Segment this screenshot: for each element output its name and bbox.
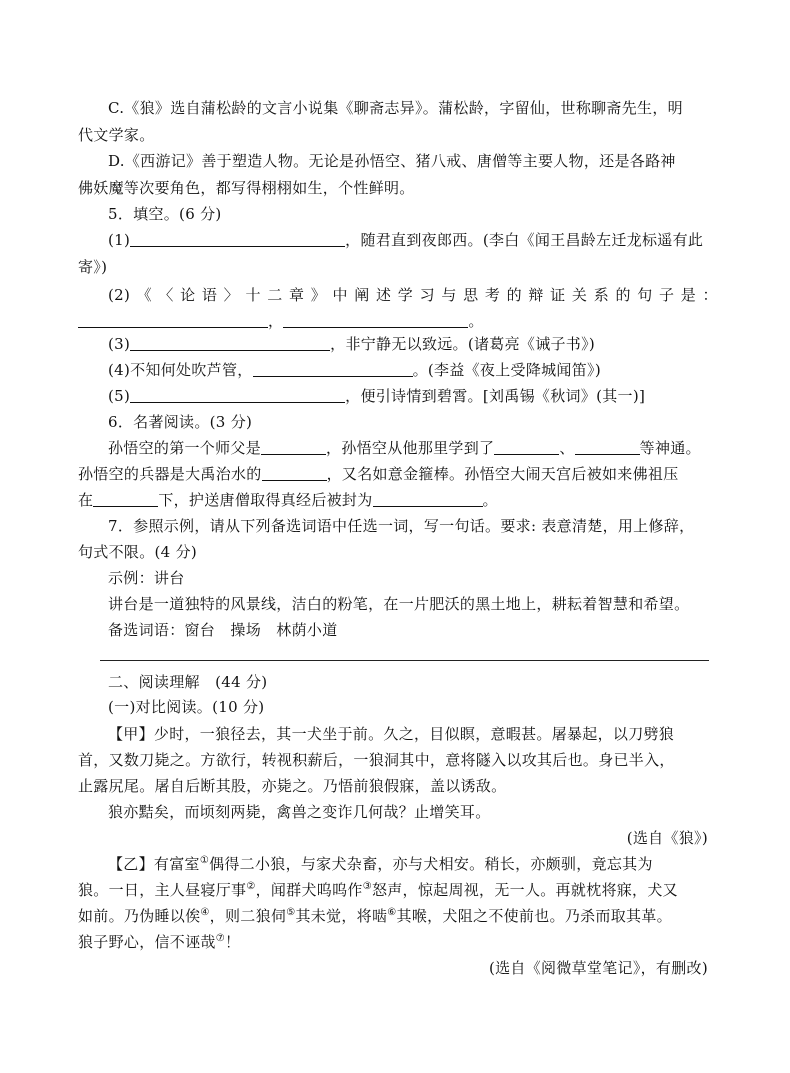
q5-item2-separator: ，	[268, 312, 284, 330]
passage-yi-line2	[78, 879, 718, 901]
q5-item2-char: 的	[506, 286, 522, 304]
q5-item4-tail: 。(李益《夜上受降城闻笛》)	[412, 361, 601, 379]
q5-item3	[108, 333, 718, 355]
q6-text: ，孙悟空从他那里学到了	[326, 439, 495, 457]
q6-blank-skill2[interactable]	[575, 438, 640, 455]
q5-item2-char: 习	[419, 286, 435, 304]
q5-item1-number: (1)	[108, 231, 131, 249]
passage-jia-source: (选自《狼》)	[626, 829, 708, 847]
q5-item4	[108, 359, 718, 381]
q6-blank-mountain[interactable]	[93, 490, 158, 507]
q5-item2-char: 思	[463, 286, 479, 304]
q5-item1	[108, 229, 718, 251]
footnote-marker[interactable]: ①	[199, 855, 210, 866]
q7-title: 7．参照示例，请从下列备选词语中任选一词，写一句话。要求: 表意清楚，用上修辞，	[108, 517, 695, 535]
q5-item2-char: 阐	[354, 286, 370, 304]
q6-title: 6．名著阅读。(3 分)	[108, 413, 253, 431]
q5-item2-char: 系	[593, 286, 609, 304]
passage-text: 如前。乃伪睡以俟	[78, 907, 201, 925]
q6-text: 孙悟空的第一个师父是	[108, 439, 262, 457]
q5-item2	[108, 284, 718, 306]
footnote-marker[interactable]: ②	[246, 881, 256, 892]
q5-item2-char: 论	[180, 286, 196, 304]
q5-item2-char: 十	[245, 286, 261, 304]
q6-blank-master[interactable]	[261, 438, 326, 455]
q6-line1	[108, 437, 718, 459]
q5-item2-char: 《	[136, 286, 152, 304]
q6-blank-weapon[interactable]	[262, 464, 327, 481]
footnote-marker[interactable]: ⑥	[387, 907, 397, 918]
passage-text: 【乙】有富室	[108, 855, 200, 873]
q6-blank-title[interactable]	[373, 490, 483, 507]
q5-item4-blank[interactable]	[253, 360, 413, 377]
option-c-line2: 代文学家。	[78, 126, 155, 144]
q5-item2-char: 语	[201, 286, 218, 304]
section2-subtitle: (一)对比阅读。(10 分)	[108, 698, 265, 716]
section2-title: 二、阅读理解 (44 分)	[108, 673, 268, 691]
q7-example-text: 讲台是一道独特的风景线，洁白的粉笔，在一片肥沃的黑土地上，耕耘着智慧和希望。	[108, 595, 690, 613]
q6-line2	[78, 463, 718, 485]
q5-item2-char: ：	[702, 286, 718, 304]
passage-jia-line2: 首，又数刀毙之。方欲行，转视积薪后，一狼洞其中，意将隧入以攻其后也。身已半入，	[78, 751, 675, 769]
q5-item2-char: 与	[441, 286, 457, 304]
q5-item5	[108, 385, 718, 407]
q5-item2-char: 述	[376, 286, 392, 304]
q6-line3	[78, 489, 718, 511]
q5-item2-char: 子	[658, 286, 675, 304]
passage-text: ，闻群犬呜呜作	[255, 881, 363, 899]
section-divider	[100, 660, 709, 661]
passage-text: 其喉，犬阻之不使前也。乃杀而取其革。	[396, 907, 672, 925]
q6-text: 下，护送唐僧取得真经后被封为	[158, 491, 373, 509]
passage-text: ，则二狼伺	[209, 907, 287, 925]
q5-item2-answer	[78, 310, 718, 332]
q5-item2-char: (2)	[108, 286, 131, 304]
q5-item2-char: 章	[288, 286, 305, 304]
q5-title: 5．填空。(6 分)	[108, 205, 222, 223]
passage-jia-line3: 止露尻尾。屠自后断其股，亦毙之。乃悟前狼假寐，盖以诱敌。	[78, 777, 507, 795]
q5-item1-blank[interactable]	[130, 230, 345, 247]
passage-jia-ending: 狼亦黠矣，而顷刻两毙，禽兽之变诈几何哉？止增笑耳。	[108, 803, 491, 821]
q6-text: ，又名如意金箍棒。孙悟空大闹天宫后被如来佛祖压	[326, 465, 679, 483]
passage-yi-line4	[78, 931, 718, 953]
q5-item4-text: (4)不知何处吹芦管，	[108, 361, 253, 379]
footnote-marker[interactable]: ④	[200, 907, 210, 918]
q5-item1-text: ，随君直到夜郎西。(李白《闻王昌龄左迁龙标遥有此	[345, 231, 704, 249]
q6-blank-skill1[interactable]	[494, 438, 559, 455]
q5-item3-number: (3)	[108, 335, 131, 353]
q6-text: 孙悟空的兵器是大禹治水的	[78, 465, 262, 483]
q5-item2-char: 证	[550, 286, 566, 304]
q5-item3-text: ，非宁静无以致远。(诸葛亮《诫子书》)	[330, 335, 596, 353]
passage-text: 狼。一日，主人昼寝厅事	[78, 881, 247, 899]
q7-example-label: 示例：讲台	[108, 569, 185, 587]
q5-item2-char: 的	[615, 286, 631, 304]
q5-item2-char: 考	[484, 286, 501, 304]
q7-title-cont: 句式不限。(4 分)	[78, 543, 198, 561]
footnote-marker[interactable]: ⑦	[215, 933, 225, 944]
passage-yi-line3	[78, 905, 718, 927]
q5-item2-char: 学	[397, 286, 414, 304]
passage-text: 其未觉，将啮	[295, 907, 388, 925]
option-d-line1: D.《西游记》善于塑造人物。无论是孙悟空、猪八戒、唐僧等主要人物，还是各路神	[108, 152, 676, 170]
q5-item2-end: 。	[468, 312, 484, 330]
q5-item5-number: (5)	[108, 387, 131, 405]
option-c-line1: C.《狼》选自蒲松龄的文言小说集《聊斋志异》。蒲松龄，字留仙，世称聊斋先生，明	[108, 99, 683, 117]
footnote-marker[interactable]: ③	[362, 881, 372, 892]
q7-options: 备选词语：窗台 操场 林荫小道	[108, 621, 338, 639]
passage-yi-source: (选自《阅微草堂笔记》，有删改)	[488, 959, 708, 977]
passage-text: ！	[224, 933, 241, 951]
passage-text: 怒声，惊起周视，无一人。再就枕将寐，犬又	[371, 881, 678, 899]
passage-yi-line1	[108, 853, 718, 875]
q5-item2-char: 中	[332, 286, 348, 304]
option-d-line2: 佛妖魔等次要角色，都写得栩栩如生，个性鲜明。	[78, 179, 415, 197]
q5-item3-blank[interactable]	[130, 334, 330, 351]
q6-text: 、	[559, 439, 575, 457]
passage-text: 狼子野心，信不诬哉	[78, 933, 216, 951]
q5-item2-blank-a[interactable]	[78, 311, 268, 328]
q5-item2-char: 》	[310, 286, 327, 304]
q5-item5-text: ，便引诗情到碧霄。[刘禹锡《秋词》(其一)]	[345, 387, 646, 405]
q5-item2-char: 关	[571, 286, 588, 304]
q5-item2-char: 辩	[528, 286, 544, 304]
q5-item2-blank-b[interactable]	[283, 311, 468, 328]
q6-text: 。	[482, 491, 498, 509]
footnote-marker[interactable]: ⑤	[286, 907, 296, 918]
q5-item2-char: 是	[680, 286, 697, 304]
passage-text: 偶得二小狼，与家犬杂畜，亦与犬相安。稍长，亦颇驯，竟忘其为	[209, 855, 653, 873]
q6-text: 在	[78, 491, 94, 509]
q5-item2-char: 〉	[223, 286, 239, 304]
q5-item2-char: 〈	[158, 286, 174, 304]
q5-item2-char: 二	[267, 286, 283, 304]
q5-item2-char: 句	[637, 286, 653, 304]
q5-item1-cont: 寄》)	[78, 258, 108, 276]
q5-item5-blank[interactable]	[130, 386, 345, 403]
q6-text: 等神通。	[639, 439, 701, 457]
passage-jia-line1: 【甲】少时，一狼径去，其一犬坐于前。久之，目似瞑，意暇甚。屠暴起，以刀劈狼	[108, 725, 675, 743]
